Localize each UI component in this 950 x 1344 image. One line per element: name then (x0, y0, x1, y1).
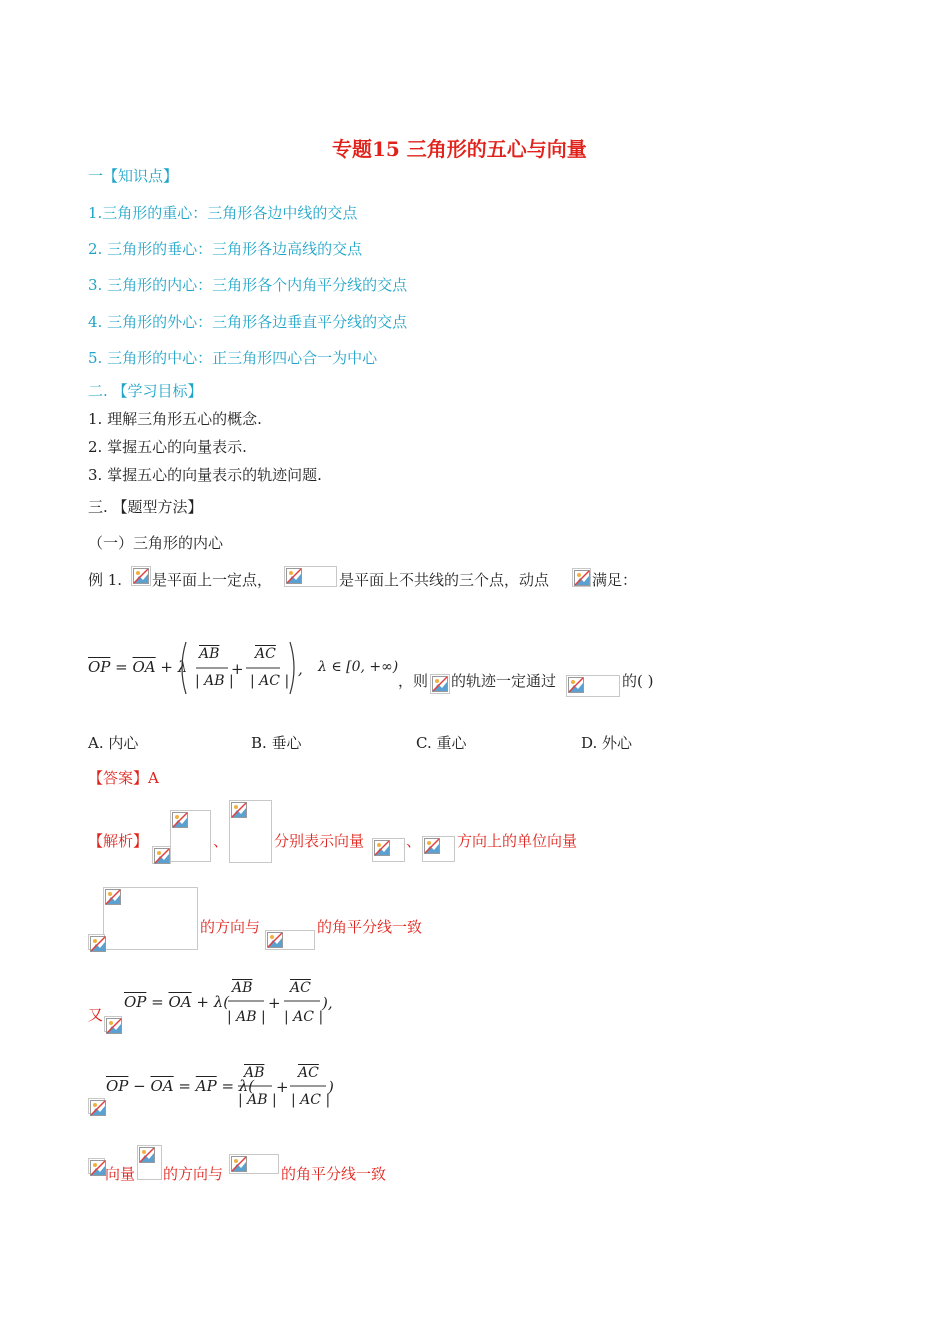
analysis-text: 分别表示向量 (274, 832, 365, 850)
goal-item: 3. 掌握五心的向量表示的轨迹问题. (88, 466, 322, 484)
broken-image-icon (572, 568, 591, 587)
goal-item: 1. 理解三角形五心的概念. (88, 410, 262, 428)
knowledge-item: 3. 三角形的内心：三角形各个内角平分线的交点 (88, 276, 408, 294)
example-text: 是平面上一定点， (152, 571, 273, 589)
frac-ab-num: $\overline{AB}$ (232, 980, 253, 996)
equation-1-close: ), (322, 994, 333, 1012)
equation-2-close: ) (328, 1078, 334, 1096)
separator: 、 (213, 832, 229, 850)
broken-image-icon (104, 1016, 122, 1032)
section-heading-goals: 二. 【学习目标】 (88, 382, 203, 400)
broken-image-icon (422, 836, 455, 862)
plus-sign: + (276, 1078, 289, 1096)
broken-image-icon (566, 675, 620, 697)
broken-image-icon (88, 934, 105, 950)
broken-image-icon (229, 800, 272, 863)
broken-image-icon (265, 930, 315, 950)
analysis-text: 向量 (105, 1165, 136, 1183)
formula-lhs: $\overline{OP} = \overline{OA} + \lambda$ (88, 658, 188, 676)
knowledge-item: 1.三角形的重心：三角形各边中线的交点 (88, 204, 358, 222)
answer-label: 【答案】A (88, 769, 159, 787)
equation-2-lhs: $\overline{OP} - \overline{OA} = \overline{AP} = \lambda$( (106, 1077, 255, 1095)
broken-image-icon (137, 1145, 162, 1180)
analysis-text: 又 (88, 1006, 104, 1024)
example-text: 满足： (592, 571, 638, 589)
equation-1-lhs: $\overline{OP} = \overline{OA} + \lambda$( (124, 993, 230, 1011)
section-heading-knowledge: 一【知识点】 (88, 167, 179, 185)
example-text: 的轨迹一定通过 (451, 672, 557, 690)
plus-sign: + (268, 994, 281, 1012)
frac-ac-num: $\overline{AC}$ (290, 980, 311, 996)
frac-ab-den: | AB | (195, 673, 234, 689)
knowledge-item: 5. 三角形的中心：正三角形四心合一为中心 (88, 349, 378, 367)
broken-image-icon (229, 1154, 279, 1174)
analysis-text: 的方向与 (163, 1165, 224, 1183)
example-prefix: 例 1. (88, 571, 123, 589)
analysis-text: 的方向与 (200, 918, 261, 936)
option-d: D. 外心 (581, 734, 633, 752)
analysis-text: 的角平分线一致 (317, 918, 423, 936)
frac-ac-num: $\overline{AC}$ (298, 1065, 319, 1081)
knowledge-item: 2. 三角形的垂心：三角形各边高线的交点 (88, 240, 363, 258)
option-c: C. 重心 (416, 734, 467, 752)
lambda-range: λ ∈ [0, +∞) (318, 659, 399, 675)
frac-ab-num: $\overline{AB}$ (199, 646, 220, 662)
example-text: ，则 (398, 672, 429, 690)
analysis-label: 【解析】 (88, 832, 149, 850)
option-a: A. 内心 (88, 734, 139, 752)
plus-sign: + (231, 660, 244, 678)
frac-ab-den: | AB | (227, 1009, 266, 1025)
frac-ab-num: $\overline{AB}$ (244, 1065, 265, 1081)
broken-image-icon (88, 1158, 105, 1174)
frac-ac-num: $\overline{AC}$ (255, 646, 276, 662)
separator: 、 (406, 832, 422, 850)
frac-ac-den: | AC | (250, 673, 290, 689)
frac-ac-den: | AC | (284, 1009, 324, 1025)
broken-image-icon (284, 566, 337, 587)
broken-image-icon (88, 1098, 105, 1114)
subsection-heading: （一）三角形的内心 (88, 534, 224, 552)
broken-image-icon (170, 810, 211, 862)
broken-image-icon (372, 838, 405, 862)
knowledge-item: 4. 三角形的外心：三角形各边垂直平分线的交点 (88, 313, 408, 331)
page-title: 专题15 三角形的五心与向量 (332, 137, 587, 161)
broken-image-icon (103, 887, 198, 950)
section-heading-methods: 三. 【题型方法】 (88, 498, 203, 516)
analysis-text: 的角平分线一致 (281, 1165, 387, 1183)
example-text: 的( ) (622, 672, 654, 690)
analysis-text: 方向上的单位向量 (457, 832, 578, 850)
broken-image-icon (430, 674, 450, 694)
broken-image-icon (131, 566, 151, 586)
broken-image-icon (152, 846, 171, 864)
frac-ac-den: | AC | (291, 1092, 331, 1108)
goal-item: 2. 掌握五心的向量表示. (88, 438, 247, 456)
frac-ab-den: | AB | (238, 1092, 277, 1108)
example-text: 是平面上不共线的三个点，动点 (339, 571, 550, 589)
option-b: B. 垂心 (251, 734, 302, 752)
comma: , (298, 660, 303, 678)
